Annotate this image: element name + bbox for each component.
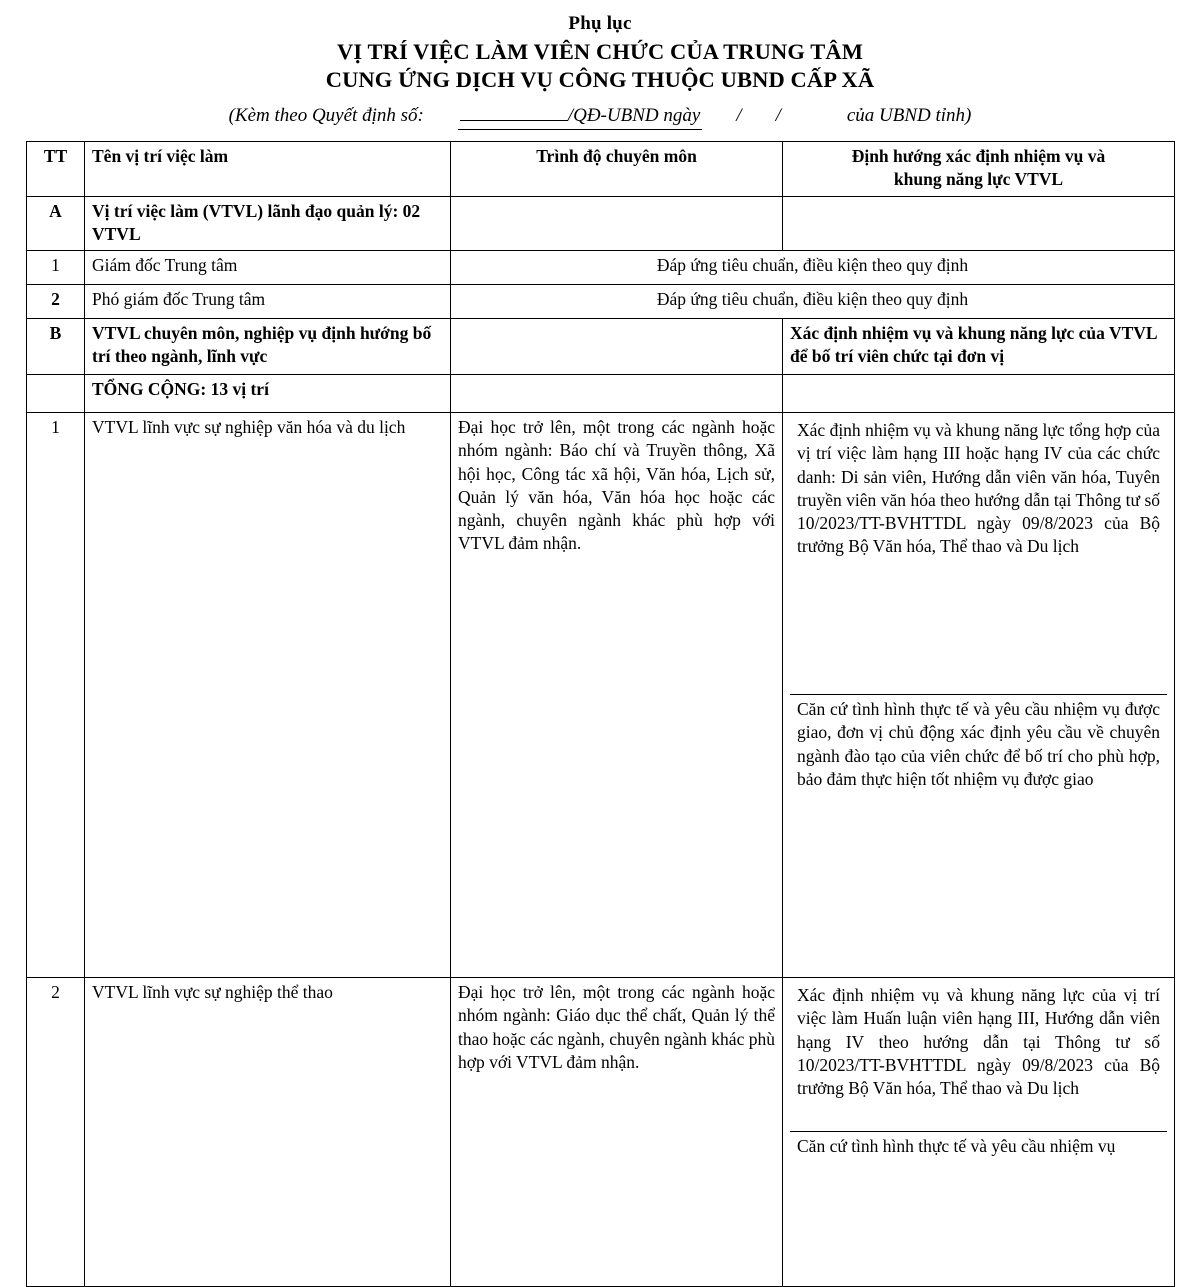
row-training-sport: Đại học trở lên, một trong các ngành hoặc nhóm ngành: Giáo dục thể chất, Quản lý thể thao hoặc các ngành, chuyên ngành khác phù hợp với VTVL đảm nhận. <box>451 978 783 1287</box>
direction-part-row <box>790 981 1167 1132</box>
row-index-a: A <box>27 196 85 251</box>
decision-reference-line <box>0 100 1200 130</box>
row-training-b <box>451 319 783 375</box>
direction-part-1-culture: Xác định nhiệm vụ và khung năng lực tổng hợp của vị trí việc làm hạng III hoặc hạng IV của các chức danh: Di sản viên, Hướng dẫn viên văn hóa, Tuyên truyền viên văn hóa theo hướng dẫn tại Thông tư số 10/2023/TT-BVHTTDL ngày 09/8/2023 của Bộ trưởng Bộ Văn hóa, Thể thao và Du lịch <box>790 416 1167 695</box>
row-merged-standard-1: Đáp ứng tiêu chuẩn, điều kiện theo quy định <box>451 251 1175 285</box>
decision-suffix-authority: của UBND tỉnh) <box>846 105 972 127</box>
row-name-giam-doc: Giám đốc Trung tâm <box>85 251 451 285</box>
direction-split-table <box>790 981 1167 1282</box>
date-slash-1: / <box>736 105 742 127</box>
row-direction-b: Xác định nhiệm vụ và khung năng lực của VTVL để bố trí viên chức tại đơn vị <box>783 319 1175 375</box>
row-index-total <box>27 375 85 413</box>
column-header-direction-line-2: khung năng lực VTVL <box>893 169 1064 190</box>
direction-part-1-sport: Xác định nhiệm vụ và khung năng lực của vị trí việc làm Huấn luận viên hạng III, Hướng dẫn viên hạng IV theo hướng dẫn tại Thông tư số 10/2023/TT-BVHTTDL ngày 09/8/2023 của Bộ trưởng Bộ Văn hóa, Thể thao và Du lịch <box>790 981 1167 1132</box>
row-index-b: B <box>27 319 85 375</box>
row-index-2-sport: 2 <box>27 978 85 1287</box>
direction-part-2-sport: Căn cứ tình hình thực tế và yêu cầu nhiệm vụ <box>797 1136 1116 1157</box>
table-row <box>27 319 1175 375</box>
title-block <box>0 0 1200 130</box>
table-row <box>27 978 1175 1287</box>
direction-part-2-culture: Căn cứ tình hình thực tế và yêu cầu nhiệm vụ được giao, đơn vị chủ động xác định yêu cầu về chuyên ngành đào tạo của viên chức để bố trí cho phù hợp, bảo đảm thực hiện tốt nhiệm vụ được giao <box>797 699 1160 789</box>
date-slash-2: / <box>775 105 781 127</box>
row-direction-sport <box>783 978 1175 1287</box>
appendix-label: Phụ lục <box>568 13 632 34</box>
column-header-direction <box>783 142 1175 197</box>
table-row <box>27 251 1175 285</box>
column-header-position-name: Tên vị trí việc làm <box>85 142 451 197</box>
direction-part-row <box>790 695 1167 974</box>
row-direction-a <box>783 196 1175 251</box>
row-index-1-leader: 1 <box>27 251 85 285</box>
row-name-a: Vị trí việc làm (VTVL) lãnh đạo quản lý: 02 VTVL <box>85 196 451 251</box>
column-header-tt: TT <box>27 142 85 197</box>
row-merged-standard-2: Đáp ứng tiêu chuẩn, điều kiện theo quy định <box>451 285 1175 319</box>
row-direction-total <box>783 375 1175 413</box>
job-position-table <box>26 141 1175 1287</box>
row-training-culture-tourism: Đại học trở lên, một trong các ngành hoặc nhóm ngành: Báo chí và Truyền thông, Xã hội học, Công tác xã hội, Văn hóa, Lịch sử, Quản lý văn hóa, Văn hóa học hoặc các ngành, chuyên ngành khác phù hợp với VTVL đảm nhận. <box>451 413 783 978</box>
row-name-culture-tourism: VTVL lĩnh vực sự nghiệp văn hóa và du lịch <box>85 413 451 978</box>
table-row <box>27 375 1175 413</box>
decision-number-value <box>460 100 568 121</box>
row-name-pho-giam-doc: Phó giám đốc Trung tâm <box>85 285 451 319</box>
row-name-sport: VTVL lĩnh vực sự nghiệp thể thao <box>85 978 451 1287</box>
table-row <box>27 196 1175 251</box>
direction-part-row <box>790 416 1167 695</box>
table-header-row <box>27 142 1175 197</box>
row-training-total <box>451 375 783 413</box>
direction-part-row <box>790 1132 1167 1283</box>
column-header-direction-line-1: Định hướng xác định nhiệm vụ và <box>851 146 1106 166</box>
document-title-line-1: VỊ TRÍ VIỆC LÀM VIÊN CHỨC CỦA TRUNG TÂM <box>336 38 864 64</box>
document-title-line-2: CUNG ỨNG DỊCH VỤ CÔNG THUỘC UBND CẤP XÃ <box>325 67 875 93</box>
row-training-a <box>451 196 783 251</box>
table-row <box>27 413 1175 978</box>
column-header-training-level: Trình độ chuyên môn <box>451 142 783 197</box>
job-position-table-wrapper <box>26 141 1174 1287</box>
row-index-2-leader: 2 <box>27 285 85 319</box>
decision-suffix-text: /QĐ-UBND ngày <box>567 105 701 127</box>
row-direction-culture-tourism <box>783 413 1175 978</box>
table-row <box>27 285 1175 319</box>
row-name-b: VTVL chuyên môn, nghiệp vụ định hướng bố trí theo ngành, lĩnh vực <box>85 319 451 375</box>
decision-number-blank[interactable] <box>458 100 702 130</box>
direction-split-table <box>790 416 1167 973</box>
row-index-1-culture: 1 <box>27 413 85 978</box>
decision-prefix-text: (Kèm theo Quyết định số: <box>228 105 424 127</box>
row-name-total: TỔNG CỘNG: 13 vị trí <box>85 375 451 413</box>
